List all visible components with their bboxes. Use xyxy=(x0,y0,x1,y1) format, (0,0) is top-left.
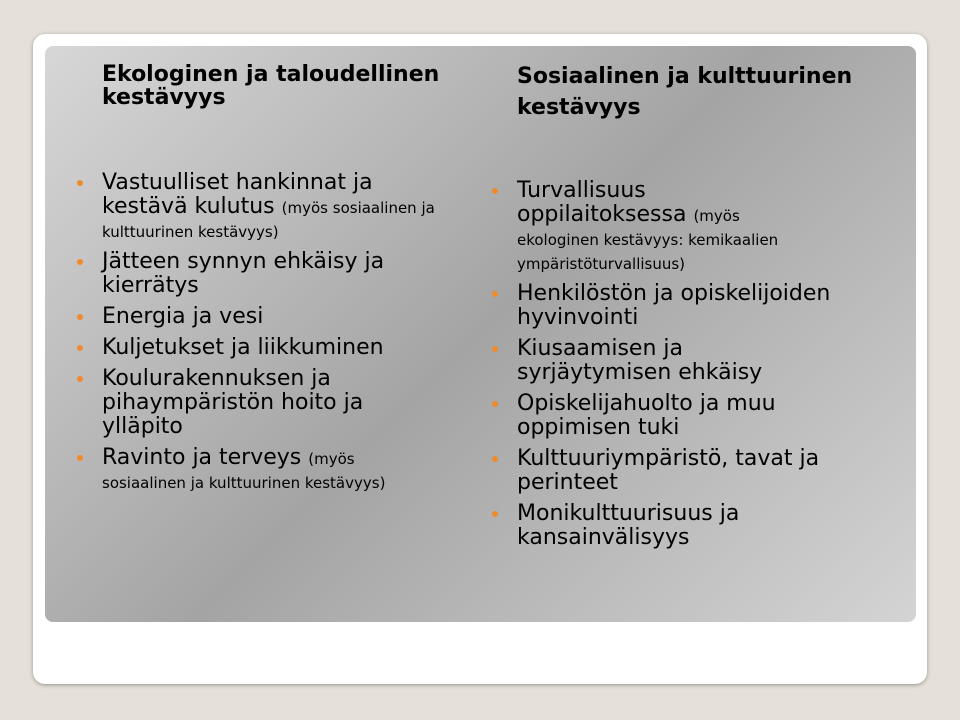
list-item xyxy=(102,336,482,360)
list-item xyxy=(102,171,447,243)
bullet-icon xyxy=(492,401,498,407)
bullet-icon xyxy=(77,345,83,351)
item-note: (myös ekologinen kestävyys: kemikaalien ympäristöturvallisuus) xyxy=(517,207,779,273)
right-bullet-list xyxy=(517,179,907,550)
bullet-icon xyxy=(77,455,83,461)
list-item xyxy=(517,392,847,440)
bullet-icon xyxy=(77,180,83,186)
left-bullet-list xyxy=(102,171,482,494)
item-note: (myös sosiaalinen ja kulttuurinen kestävyys) xyxy=(102,450,386,492)
right-column xyxy=(517,61,907,557)
content-panel xyxy=(45,46,916,622)
item-text: Kulttuuriympäristö, tavat ja perinteet xyxy=(517,446,820,495)
item-text: Opiskelijahuolto ja muu oppimisen tuki xyxy=(517,391,776,440)
list-item xyxy=(517,502,807,550)
item-text: Jätteen synnyn ehkäisy ja kierrätys xyxy=(102,249,385,298)
item-text: Henkilöstön ja opiskelijoiden hyvinvointi xyxy=(517,281,831,330)
left-heading: Ekologinen ja taloudellinen kestävyys xyxy=(102,62,440,110)
list-item xyxy=(102,250,462,298)
list-item xyxy=(517,282,862,330)
item-text: Ravinto ja terveys xyxy=(102,445,302,470)
bullet-icon xyxy=(492,456,498,462)
item-text: Vastuulliset hankinnat ja kestävä kulutus xyxy=(102,170,373,219)
list-item xyxy=(517,179,802,275)
item-text: Kiusaamisen ja syrjäytymisen ehkäisy xyxy=(517,336,763,385)
list-item xyxy=(517,447,867,495)
left-column xyxy=(102,63,482,501)
item-text: Energia ja vesi xyxy=(102,304,264,329)
bullet-icon xyxy=(492,346,498,352)
bullet-icon xyxy=(492,188,498,194)
item-text: Turvallisuus oppilaitoksessa xyxy=(517,178,687,227)
list-item xyxy=(102,305,482,329)
right-heading: Sosiaalinen ja kulttuurinen kestävyys xyxy=(517,64,853,120)
bullet-icon xyxy=(492,511,498,517)
item-note: (myös sosiaalinen ja kulttuurinen kestävyys) xyxy=(102,199,435,241)
bullet-icon xyxy=(492,291,498,297)
item-text: Monikulttuurisuus ja kansainvälisyys xyxy=(517,501,740,550)
list-item xyxy=(102,446,437,494)
item-text: Koulurakennuksen ja pihaympäristön hoito ja ylläpito xyxy=(102,366,364,439)
bullet-icon xyxy=(77,376,83,382)
list-item xyxy=(102,367,432,439)
bullet-icon xyxy=(77,314,83,320)
bullet-icon xyxy=(77,259,83,265)
item-text: Kuljetukset ja liikkuminen xyxy=(102,335,384,360)
list-item xyxy=(517,337,827,385)
